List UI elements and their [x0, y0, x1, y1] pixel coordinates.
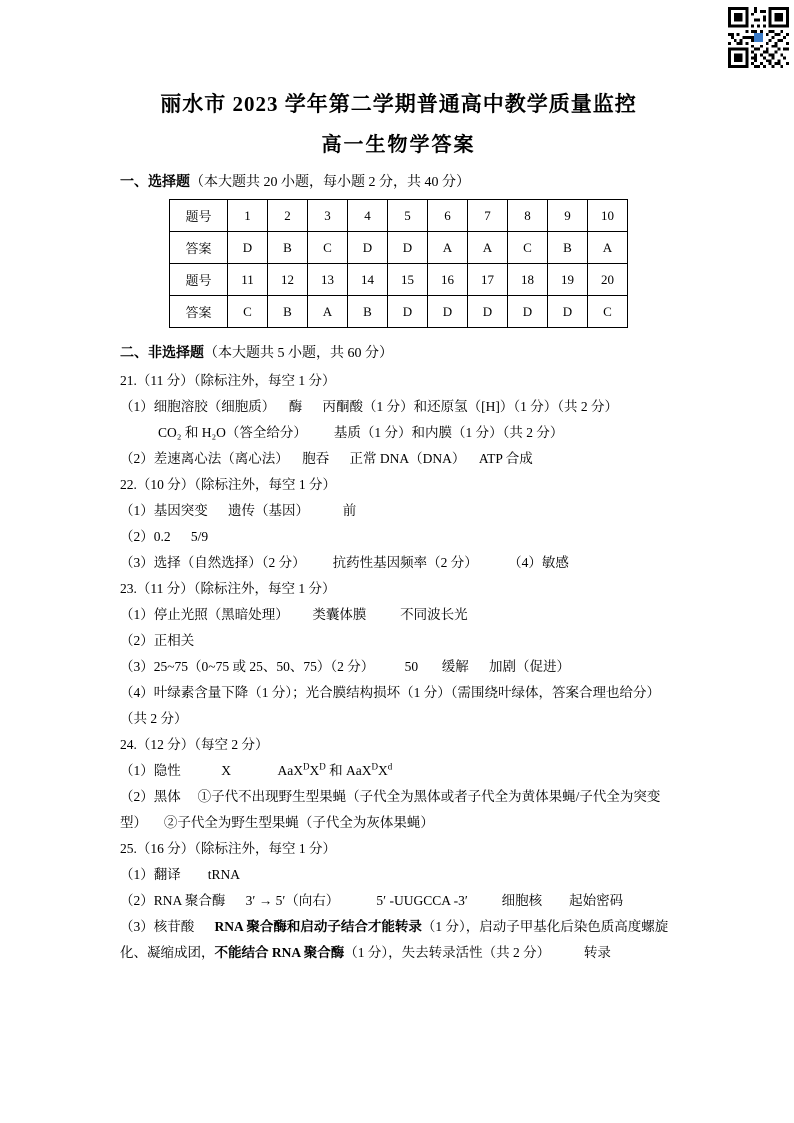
q24-answer-line-2: （2）黑体 ①子代不出现野生型果蝇（子代全为黑体或者子代全为黄体果蝇/子代全为突变型） ②子代全为野生型果蝇（子代全为灰体果蝇） [120, 789, 661, 830]
table-cell: 4 [348, 200, 388, 232]
q23-answer-line-3: （3）25~75（0~75 或 25、50、75）（2 分） 50 缓解 加剧（促进） [120, 659, 570, 674]
table-cell: B [268, 296, 308, 328]
table-cell: 17 [468, 264, 508, 296]
answer-table [169, 199, 628, 328]
table-cell: B [348, 296, 388, 328]
table-cell: 3 [308, 200, 348, 232]
table-cell: C [228, 296, 268, 328]
table-row [170, 200, 628, 232]
q21-answer-line-1: （1）细胞溶胶（细胞质） 酶 丙酮酸（1 分）和还原氢（[H]）（1 分）（共 2 分） [120, 399, 618, 414]
section2-heading [120, 342, 677, 362]
table-cell: 7 [468, 200, 508, 232]
table-cell: 1 [228, 200, 268, 232]
table-cell: 6 [428, 200, 468, 232]
table-cell: 14 [348, 264, 388, 296]
section1-heading [120, 171, 677, 191]
q25-head: 25.（16 分）（除标注外，每空 1 分） [120, 841, 336, 856]
table-cell: D [228, 232, 268, 264]
section2-heading-note: （本大题共 5 小题，共 60 分） [204, 346, 393, 361]
table-cell: A [308, 296, 348, 328]
table-cell: B [268, 232, 308, 264]
q24-answer-line-1 [120, 758, 677, 784]
table-row [170, 232, 628, 264]
q22-head: 22.（10 分）（除标注外，每空 1 分） [120, 477, 336, 492]
table-cell: 12 [268, 264, 308, 296]
table-cell: A [428, 232, 468, 264]
q25-answer-line-3 [120, 914, 677, 966]
document-body [120, 88, 677, 966]
table-cell: A [468, 232, 508, 264]
table-cell: 20 [588, 264, 628, 296]
superscript-d: d [387, 761, 393, 772]
table-cell: D [388, 232, 428, 264]
table-cell: 10 [588, 200, 628, 232]
q21-answer-line-3: （2）差速离心法（离心法） 胞吞 正常 DNA（DNA） ATP 合成 [120, 451, 533, 466]
q22-answer-line-3: （3）选择（自然选择）（2 分） 抗药性基因频率（2 分） （4）敏感 [120, 555, 569, 570]
text-segment: X [378, 763, 388, 778]
table-cell: B [548, 232, 588, 264]
q22-answer-line-2: （2）0.2 5/9 [120, 529, 209, 544]
q21-answer-line-2: CO₂ 和 H₂O（答全给分） 基质（1 分）和内膜（1 分）（共 2 分） [158, 425, 564, 440]
superscript-D: D [319, 761, 326, 772]
section1-heading-label: 一、选择题 [120, 175, 190, 190]
superscript-D: D [303, 761, 310, 772]
q23-answer-line-4: （4）叶绿素含量下降（1 分）；光合膜结构损坏（1 分）（需围绕叶绿体，答案合理也给分）（共 2 分） [120, 685, 660, 726]
table-cell: 2 [268, 200, 308, 232]
q22-answer-line-1: （1）基因突变 遗传（基因） 前 [120, 503, 357, 518]
q23-answer-line-1: （1）停止光照（黑暗处理） 类囊体膜 不同波长光 [120, 607, 468, 622]
q23-head: 23.（11 分）（除标注外，每空 1 分） [120, 581, 336, 596]
table-row [170, 296, 628, 328]
q24-head: 24.（12 分）（每空 2 分） [120, 737, 269, 752]
table-cell: 9 [548, 200, 588, 232]
text-segment: （1）隐性 X AaX [120, 763, 303, 778]
text-segment: （1 分），启动子甲基化后染色质高度螺旋化、凝缩成团， [120, 919, 669, 960]
section2-heading-label: 二、非选择题 [120, 346, 204, 361]
table-cell: 15 [388, 264, 428, 296]
qr-code [728, 6, 789, 69]
page-title: 丽水市 2023 学年第二学期普通高中教学质量监控 [160, 92, 637, 116]
table-cell: A [588, 232, 628, 264]
table-cell: 11 [228, 264, 268, 296]
table-cell: 19 [548, 264, 588, 296]
table-cell: C [508, 232, 548, 264]
table-cell: 8 [508, 200, 548, 232]
bold-text-segment: RNA 聚合酶和启动子结合才能转录 [214, 919, 422, 934]
table-cell: D [508, 296, 548, 328]
table-row [170, 264, 628, 296]
superscript-D: D [371, 761, 378, 772]
q25-answer-line-2: （2）RNA 聚合酶 3′ → 5′（向右） 5′ -UUGCCA -3′ 细胞核 起始密码 [120, 893, 624, 908]
table-cell: C [588, 296, 628, 328]
table-cell: 16 [428, 264, 468, 296]
text-segment: 和 AaX [325, 763, 372, 778]
section1-heading-note: （本大题共 20 小题，每小题 2 分，共 40 分） [190, 175, 470, 190]
table-cell: C [308, 232, 348, 264]
table-cell: D [468, 296, 508, 328]
row-label: 题号 [170, 200, 228, 232]
qr-code-graphic [728, 6, 789, 69]
bold-text-segment: 不能结合 RNA 聚合酶 [214, 945, 345, 960]
qr-center-logo [754, 33, 763, 42]
table-cell: D [548, 296, 588, 328]
table-cell: D [428, 296, 468, 328]
q23-answer-line-2: （2）正相关 [120, 633, 195, 648]
table-cell: D [388, 296, 428, 328]
table-cell: 18 [508, 264, 548, 296]
row-label: 答案 [170, 232, 228, 264]
page-subtitle: 高一生物学答案 [321, 134, 476, 156]
table-cell: D [348, 232, 388, 264]
q21-head: 21.（11 分）（除标注外，每空 1 分） [120, 373, 336, 388]
text-segment: （3）核苷酸 [120, 919, 215, 934]
row-label: 答案 [170, 296, 228, 328]
table-cell: 5 [388, 200, 428, 232]
row-label: 题号 [170, 264, 228, 296]
table-cell: 13 [308, 264, 348, 296]
text-segment: X [309, 763, 320, 778]
q25-answer-line-1: （1）翻译 tRNA [120, 867, 241, 882]
text-segment: （1 分），失去转录活性（共 2 分） 转录 [344, 945, 611, 960]
